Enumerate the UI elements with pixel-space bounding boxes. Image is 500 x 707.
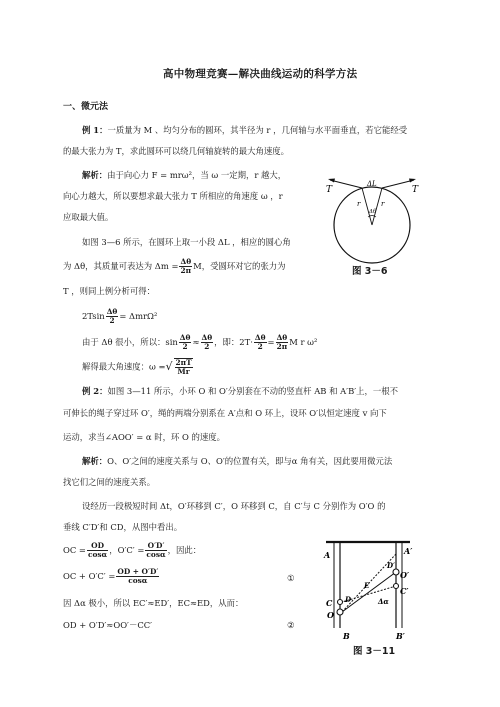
- solution-1-line-4: 如图 3—6 所示，在圆环上取一小段 ΔL ，相应的圆心角: [82, 237, 291, 247]
- label-T-left: T: [326, 185, 333, 195]
- svg-text:O: O: [327, 610, 334, 620]
- figure-3-6-caption: 图 3－6: [352, 266, 388, 277]
- section-heading: 一、微元法: [63, 102, 109, 112]
- svg-text:D: D: [345, 595, 352, 604]
- solution-label: 解析：: [82, 170, 108, 180]
- example-2-line-1: 例 2：如图 3—11 所示，小环 O 和 O′分别套在不动的竖直杆 AB 和 A′B′上，一根不: [82, 386, 398, 396]
- equation-B: OC + O′C′ = $\frac{OD + O'D'}{\cos\alpha}$: [63, 567, 159, 585]
- equation-1: 2Tsin $\frac{\Delta\theta}{2}$ = ΔmrΩ²: [82, 307, 158, 325]
- fraction: $\frac{\Delta\theta}{2\pi}$: [180, 257, 192, 275]
- example-2-line-2: 可伸长的绳子穿过环 O′，绳的两端分别系在 A′点和 O 环上，设环 O′以恒定速度 v 向下: [63, 408, 387, 418]
- equation-A: OC = $\frac{OD}{\cos\alpha}$ ，O′C′ = $\frac{O'D'}{\cos\alpha}$ ，因此：: [63, 541, 202, 559]
- equation-2: 由于 Δθ 很小，所以：sin $\frac{\Delta\theta}{2}$ ≈ $\frac{\Delta\theta}{2}$ ，即：2T· $\frac{\Delta\theta}{2}$ = $\frac{\Delta\theta}{2\pi}$ M r ω²: [82, 333, 318, 351]
- svg-text:C′: C′: [400, 586, 409, 596]
- solution-1-line-6: T ，则同上例分析可得：: [63, 286, 155, 296]
- figure-3-11: [318, 536, 418, 646]
- example-1-line-1: 例 1：一质量为 M 、均匀分布的圆环，其半径为 r ，几何轴与水平面垂直，若它能经受: [82, 125, 408, 135]
- equation-D: OD + O′D′≈OO′－CC′: [63, 620, 153, 630]
- svg-text:A′: A′: [404, 546, 413, 556]
- solution-2-line-3: 设经历一段极短时间 Δt，O′环移到 C′，O 环移到 C，自 C′与 C 分别作为 O′O 的: [82, 501, 386, 511]
- example-label: 例 1：: [82, 125, 108, 135]
- solution-2-line-4: 垂线 C′D′和 CD，从图中看出。: [63, 522, 183, 532]
- svg-text:B′: B′: [396, 631, 405, 641]
- svg-text:B: B: [343, 631, 350, 641]
- svg-text:C: C: [326, 598, 333, 608]
- svg-text:O′: O′: [400, 570, 410, 580]
- solution-2-line-2: 找它们之间的速度关系。: [63, 477, 156, 487]
- solution-label: 解析：: [82, 456, 108, 466]
- label-r2: r: [381, 200, 385, 208]
- solution-1-line-5: 为 Δθ，其质量可表达为 Δm = $\frac{\Delta\theta}{2\pi}$ M，受圆环对它的张力为: [63, 257, 286, 275]
- equation-tag-1: ①: [287, 573, 295, 583]
- svg-text:D′: D′: [387, 561, 395, 570]
- svg-text:Δα: Δα: [378, 597, 389, 606]
- solution-1-line-1: 解析：由于向心力 F = mrω²，当 ω 一定期，r 越大，: [82, 170, 287, 180]
- label-r: r: [357, 200, 361, 208]
- example-label: 例 2：: [82, 386, 108, 396]
- solution-2-line-1: 解析：O、O′之间的速度关系与 O、O′的位置有关，即与α 角有关，因此要用微元法: [82, 456, 393, 466]
- equation-tag-2: ②: [287, 620, 295, 630]
- equation-3: 解得最大角速度：ω =√ $\frac{2\pi T}{Mr}$: [82, 358, 192, 376]
- solution-1-line-2: 向心力越大，所以要想求最大张力 T 所相应的角速度 ω ，r: [63, 191, 283, 201]
- equation-C: 因 Δα 极小，所以 EC′≈ED′，EC≈ED，从而：: [63, 598, 244, 608]
- svg-text:E: E: [364, 581, 370, 590]
- label-T-right: T: [412, 185, 419, 195]
- svg-text:A: A: [324, 550, 331, 560]
- label-dtheta: Δθ: [369, 209, 377, 215]
- example-1-line-2: 的最大张力为 T，求此圆环可以绕几何轴旋转的最大角速度。: [63, 146, 289, 156]
- page-title: 高中物理竞赛—解决曲线运动的科学方法: [163, 68, 358, 80]
- example-2-line-3: 运动，求当∠AOO′ = α 时，环 O 的速度。: [63, 432, 226, 442]
- figure-3-11-caption: 图 3－11: [353, 646, 396, 657]
- label-dL: ΔL: [367, 180, 377, 188]
- solution-1-line-3: 应取最大值。: [63, 212, 114, 222]
